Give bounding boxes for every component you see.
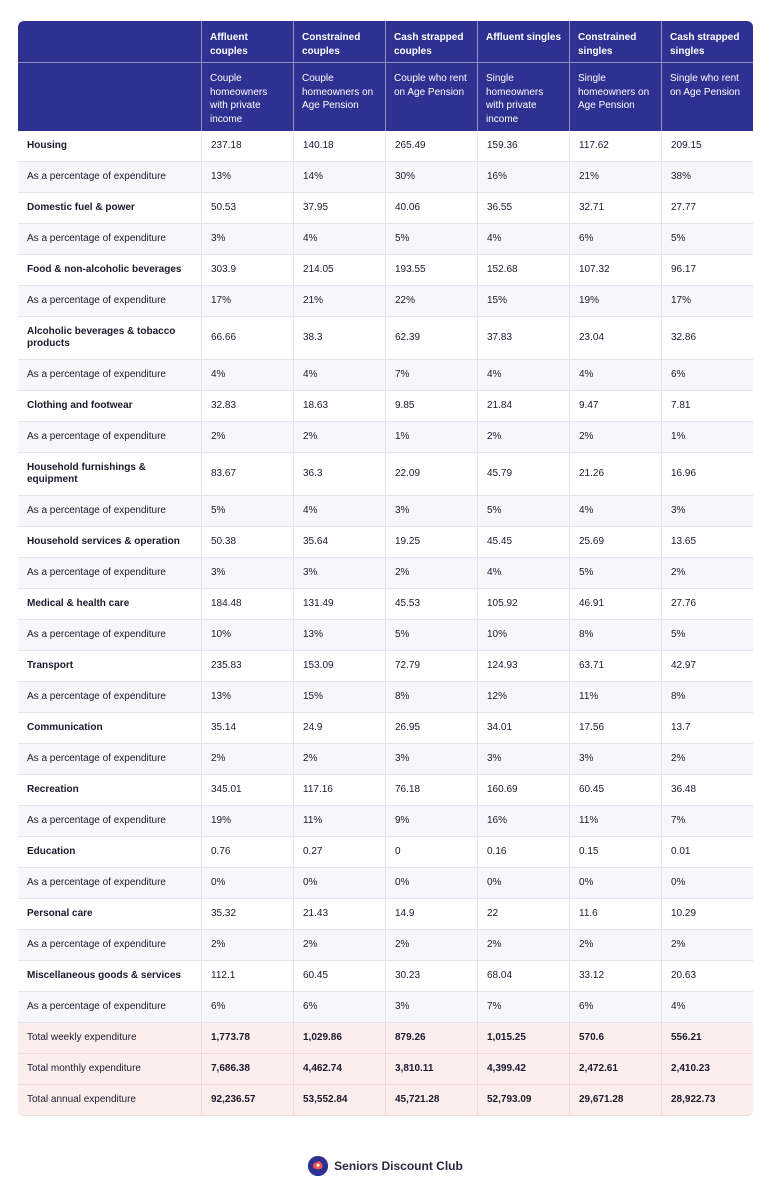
table-cell: 37.83 (477, 317, 569, 360)
table-cell: 27.76 (661, 589, 753, 620)
table-cell: 105.92 (477, 589, 569, 620)
row-label: Household furnishings & equipment (18, 453, 201, 496)
table-cell: 26.95 (385, 713, 477, 744)
table-cell: 4% (477, 360, 569, 391)
table-cell: 0.76 (201, 837, 293, 868)
table-cell: 124.93 (477, 651, 569, 682)
table-cell: 38% (661, 162, 753, 193)
table-cell: 3,810.11 (385, 1054, 477, 1085)
table-cell: 46.91 (569, 589, 661, 620)
table-cell: 19% (201, 806, 293, 837)
table-cell: 16% (477, 806, 569, 837)
table-cell: 160.69 (477, 775, 569, 806)
table-cell: 6% (661, 360, 753, 391)
table-cell: 60.45 (569, 775, 661, 806)
row-label: Personal care (18, 899, 201, 930)
table-cell: 36.48 (661, 775, 753, 806)
table-cell: 4% (477, 224, 569, 255)
table-cell: 40.06 (385, 193, 477, 224)
table-cell: 60.45 (293, 961, 385, 992)
table-cell: 1,773.78 (201, 1023, 293, 1054)
column-description-3: Couple who rent on Age Pension (385, 63, 477, 131)
row-label: As a percentage of expenditure (18, 868, 201, 899)
table-cell: 2% (293, 930, 385, 961)
table-cell: 22.09 (385, 453, 477, 496)
percentage-row (18, 360, 753, 391)
row-label: Total annual expenditure (18, 1085, 201, 1116)
table-cell: 35.14 (201, 713, 293, 744)
row-label: As a percentage of expenditure (18, 930, 201, 961)
percentage-row (18, 224, 753, 255)
table-cell: 107.32 (569, 255, 661, 286)
table-cell: 16.96 (661, 453, 753, 496)
table-cell: 2% (661, 744, 753, 775)
table-cell: 13.65 (661, 527, 753, 558)
table-cell: 4% (477, 558, 569, 589)
table-cell: 50.38 (201, 527, 293, 558)
table-body (18, 131, 753, 1116)
column-header-5: Constrained singles (569, 21, 661, 63)
row-label: Domestic fuel & power (18, 193, 201, 224)
table-cell: 30% (385, 162, 477, 193)
table-cell: 7% (661, 806, 753, 837)
table-cell: 9% (385, 806, 477, 837)
row-label: Total weekly expenditure (18, 1023, 201, 1054)
row-label: Clothing and footwear (18, 391, 201, 422)
header-row-groups (18, 21, 753, 63)
table-cell: 0% (385, 868, 477, 899)
category-row (18, 651, 753, 682)
table-cell: 2% (385, 558, 477, 589)
table-cell: 21.84 (477, 391, 569, 422)
table-cell: 32.86 (661, 317, 753, 360)
table-cell: 0.16 (477, 837, 569, 868)
table-cell: 0% (477, 868, 569, 899)
table-cell: 117.16 (293, 775, 385, 806)
table-cell: 17% (201, 286, 293, 317)
table-cell: 5% (477, 496, 569, 527)
table-cell: 10% (477, 620, 569, 651)
table-cell: 265.49 (385, 131, 477, 162)
table-cell: 0% (293, 868, 385, 899)
table-cell: 7% (385, 360, 477, 391)
table-cell: 153.09 (293, 651, 385, 682)
category-row (18, 131, 753, 162)
table-cell: 556.21 (661, 1023, 753, 1054)
table-cell: 117.62 (569, 131, 661, 162)
table-cell: 3% (385, 496, 477, 527)
table-cell: 20.63 (661, 961, 753, 992)
table-cell: 1% (661, 422, 753, 453)
table-cell: 10.29 (661, 899, 753, 930)
table-cell: 15% (293, 682, 385, 713)
table-cell: 2% (385, 930, 477, 961)
percentage-row (18, 558, 753, 589)
table-cell: 15% (477, 286, 569, 317)
total-row (18, 1085, 753, 1116)
table-cell: 2% (201, 744, 293, 775)
table-cell: 33.12 (569, 961, 661, 992)
table-cell: 13% (201, 162, 293, 193)
table-cell: 2,410.23 (661, 1054, 753, 1085)
table-cell: 83.67 (201, 453, 293, 496)
table-cell: 6% (293, 992, 385, 1023)
percentage-row (18, 162, 753, 193)
table-cell: 9.47 (569, 391, 661, 422)
table-cell: 45.79 (477, 453, 569, 496)
table-cell: 2% (477, 930, 569, 961)
table-cell: 1% (385, 422, 477, 453)
table-cell: 570.6 (569, 1023, 661, 1054)
header-corner (18, 21, 201, 63)
table-cell: 2% (201, 930, 293, 961)
table-cell: 37.95 (293, 193, 385, 224)
table-cell: 3% (385, 992, 477, 1023)
table-cell: 18.63 (293, 391, 385, 422)
row-label: Transport (18, 651, 201, 682)
category-row (18, 713, 753, 744)
table-cell: 30.23 (385, 961, 477, 992)
table-cell: 17% (661, 286, 753, 317)
table-cell: 66.66 (201, 317, 293, 360)
table-cell: 4,399.42 (477, 1054, 569, 1085)
row-label: As a percentage of expenditure (18, 360, 201, 391)
table-cell: 4% (293, 224, 385, 255)
table-cell: 11% (293, 806, 385, 837)
row-label: As a percentage of expenditure (18, 806, 201, 837)
column-description-1: Couple homeowners with private income (201, 63, 293, 131)
table-cell: 184.48 (201, 589, 293, 620)
table-cell: 5% (569, 558, 661, 589)
expenditure-table-container (18, 21, 753, 1116)
table-cell: 32.83 (201, 391, 293, 422)
table-cell: 76.18 (385, 775, 477, 806)
percentage-row (18, 992, 753, 1023)
percentage-row (18, 682, 753, 713)
row-label: As a percentage of expenditure (18, 162, 201, 193)
percentage-row (18, 744, 753, 775)
table-cell: 36.3 (293, 453, 385, 496)
table-cell: 10% (201, 620, 293, 651)
category-row (18, 961, 753, 992)
table-cell: 2% (569, 422, 661, 453)
category-row (18, 837, 753, 868)
column-header-2: Constrained couples (293, 21, 385, 63)
table-cell: 22% (385, 286, 477, 317)
row-label: As a percentage of expenditure (18, 682, 201, 713)
total-row (18, 1023, 753, 1054)
table-cell: 16% (477, 162, 569, 193)
table-cell: 0% (569, 868, 661, 899)
percentage-row (18, 422, 753, 453)
table-cell: 96.17 (661, 255, 753, 286)
table-cell: 3% (385, 744, 477, 775)
table-cell: 879.26 (385, 1023, 477, 1054)
table-cell: 21% (569, 162, 661, 193)
table-header (18, 21, 753, 131)
table-cell: 21% (293, 286, 385, 317)
row-label: Alcoholic beverages & tobacco products (18, 317, 201, 360)
header-corner-sub (18, 63, 201, 131)
brand-name: Seniors Discount Club (334, 1159, 463, 1173)
table-cell: 2,472.61 (569, 1054, 661, 1085)
percentage-row (18, 868, 753, 899)
row-label: Total monthly expenditure (18, 1054, 201, 1085)
table-cell: 4% (201, 360, 293, 391)
table-cell: 1,015.25 (477, 1023, 569, 1054)
table-cell: 5% (661, 620, 753, 651)
table-cell: 29,671.28 (569, 1085, 661, 1116)
percentage-row (18, 496, 753, 527)
table-cell: 11.6 (569, 899, 661, 930)
table-cell: 13% (201, 682, 293, 713)
table-cell: 36.55 (477, 193, 569, 224)
table-cell: 112.1 (201, 961, 293, 992)
table-cell: 0.01 (661, 837, 753, 868)
table-cell: 28,922.73 (661, 1085, 753, 1116)
table-cell: 53,552.84 (293, 1085, 385, 1116)
table-cell: 4% (569, 496, 661, 527)
table-cell: 35.64 (293, 527, 385, 558)
table-cell: 5% (385, 224, 477, 255)
category-row (18, 391, 753, 422)
percentage-row (18, 620, 753, 651)
table-cell: 209.15 (661, 131, 753, 162)
table-cell: 24.9 (293, 713, 385, 744)
table-cell: 0.27 (293, 837, 385, 868)
table-cell: 2% (477, 422, 569, 453)
table-cell: 25.69 (569, 527, 661, 558)
category-row (18, 899, 753, 930)
table-cell: 3% (201, 558, 293, 589)
category-row (18, 255, 753, 286)
table-cell: 8% (385, 682, 477, 713)
table-cell: 4% (661, 992, 753, 1023)
row-label: Education (18, 837, 201, 868)
table-cell: 3% (201, 224, 293, 255)
expenditure-table (18, 21, 753, 1116)
table-cell: 32.71 (569, 193, 661, 224)
table-cell: 2% (201, 422, 293, 453)
column-description-2: Couple homeowners on Age Pension (293, 63, 385, 131)
row-label: As a percentage of expenditure (18, 422, 201, 453)
category-row (18, 775, 753, 806)
row-label: Miscellaneous goods & services (18, 961, 201, 992)
table-cell: 35.32 (201, 899, 293, 930)
table-cell: 3% (569, 744, 661, 775)
table-cell: 235.83 (201, 651, 293, 682)
category-row (18, 193, 753, 224)
table-cell: 6% (201, 992, 293, 1023)
category-row (18, 453, 753, 496)
table-cell: 0.15 (569, 837, 661, 868)
category-row (18, 527, 753, 558)
table-cell: 62.39 (385, 317, 477, 360)
row-label: As a percentage of expenditure (18, 224, 201, 255)
table-cell: 38.3 (293, 317, 385, 360)
table-cell: 72.79 (385, 651, 477, 682)
table-cell: 21.26 (569, 453, 661, 496)
percentage-row (18, 930, 753, 961)
table-cell: 14.9 (385, 899, 477, 930)
table-cell: 14% (293, 162, 385, 193)
column-header-4: Affluent singles (477, 21, 569, 63)
table-cell: 2% (293, 744, 385, 775)
table-cell: 5% (385, 620, 477, 651)
table-cell: 303.9 (201, 255, 293, 286)
table-cell: 42.97 (661, 651, 753, 682)
table-cell: 9.85 (385, 391, 477, 422)
category-row (18, 589, 753, 620)
table-cell: 13% (293, 620, 385, 651)
table-cell: 1,029.86 (293, 1023, 385, 1054)
column-description-5: Single homeowners on Age Pension (569, 63, 661, 131)
category-row (18, 317, 753, 360)
row-label: As a percentage of expenditure (18, 744, 201, 775)
table-cell: 45.53 (385, 589, 477, 620)
table-cell: 4,462.74 (293, 1054, 385, 1085)
table-cell: 131.49 (293, 589, 385, 620)
table-cell: 11% (569, 682, 661, 713)
table-cell: 2% (661, 930, 753, 961)
table-cell: 23.04 (569, 317, 661, 360)
table-cell: 22 (477, 899, 569, 930)
table-cell: 140.18 (293, 131, 385, 162)
table-cell: 7,686.38 (201, 1054, 293, 1085)
table-cell: 4% (293, 496, 385, 527)
footer-brand (0, 1156, 771, 1176)
table-cell: 5% (661, 224, 753, 255)
table-cell: 34.01 (477, 713, 569, 744)
percentage-row (18, 286, 753, 317)
row-label: Communication (18, 713, 201, 744)
row-label: Housing (18, 131, 201, 162)
table-cell: 45.45 (477, 527, 569, 558)
table-cell: 4% (569, 360, 661, 391)
table-cell: 27.77 (661, 193, 753, 224)
row-label: As a percentage of expenditure (18, 558, 201, 589)
column-header-6: Cash strapped singles (661, 21, 753, 63)
table-cell: 3% (477, 744, 569, 775)
table-cell: 237.18 (201, 131, 293, 162)
table-cell: 13.7 (661, 713, 753, 744)
table-cell: 68.04 (477, 961, 569, 992)
table-cell: 3% (661, 496, 753, 527)
table-cell: 0 (385, 837, 477, 868)
table-cell: 7.81 (661, 391, 753, 422)
row-label: Household services & operation (18, 527, 201, 558)
column-description-4: Single homeowners with private income (477, 63, 569, 131)
table-cell: 3% (293, 558, 385, 589)
table-cell: 2% (293, 422, 385, 453)
table-cell: 214.05 (293, 255, 385, 286)
row-label: As a percentage of expenditure (18, 620, 201, 651)
table-cell: 8% (661, 682, 753, 713)
table-cell: 193.55 (385, 255, 477, 286)
table-cell: 12% (477, 682, 569, 713)
table-cell: 52,793.09 (477, 1085, 569, 1116)
australia-map-pin-icon (308, 1156, 328, 1176)
table-cell: 92,236.57 (201, 1085, 293, 1116)
column-header-1: Affluent couples (201, 21, 293, 63)
row-label: As a percentage of expenditure (18, 992, 201, 1023)
table-cell: 21.43 (293, 899, 385, 930)
header-row-descriptions (18, 63, 753, 131)
table-cell: 0% (201, 868, 293, 899)
row-label: Food & non-alcoholic beverages (18, 255, 201, 286)
table-cell: 0% (661, 868, 753, 899)
column-description-6: Single who rent on Age Pension (661, 63, 753, 131)
table-cell: 63.71 (569, 651, 661, 682)
table-cell: 6% (569, 224, 661, 255)
table-cell: 7% (477, 992, 569, 1023)
table-cell: 2% (569, 930, 661, 961)
row-label: As a percentage of expenditure (18, 496, 201, 527)
total-row (18, 1054, 753, 1085)
table-cell: 6% (569, 992, 661, 1023)
table-cell: 19% (569, 286, 661, 317)
row-label: As a percentage of expenditure (18, 286, 201, 317)
table-cell: 50.53 (201, 193, 293, 224)
row-label: Medical & health care (18, 589, 201, 620)
table-cell: 45,721.28 (385, 1085, 477, 1116)
table-cell: 152.68 (477, 255, 569, 286)
table-cell: 19.25 (385, 527, 477, 558)
table-cell: 11% (569, 806, 661, 837)
table-cell: 4% (293, 360, 385, 391)
table-cell: 159.36 (477, 131, 569, 162)
column-header-3: Cash strapped couples (385, 21, 477, 63)
table-cell: 345.01 (201, 775, 293, 806)
table-cell: 5% (201, 496, 293, 527)
table-cell: 17.56 (569, 713, 661, 744)
percentage-row (18, 806, 753, 837)
table-cell: 8% (569, 620, 661, 651)
table-cell: 2% (661, 558, 753, 589)
row-label: Recreation (18, 775, 201, 806)
